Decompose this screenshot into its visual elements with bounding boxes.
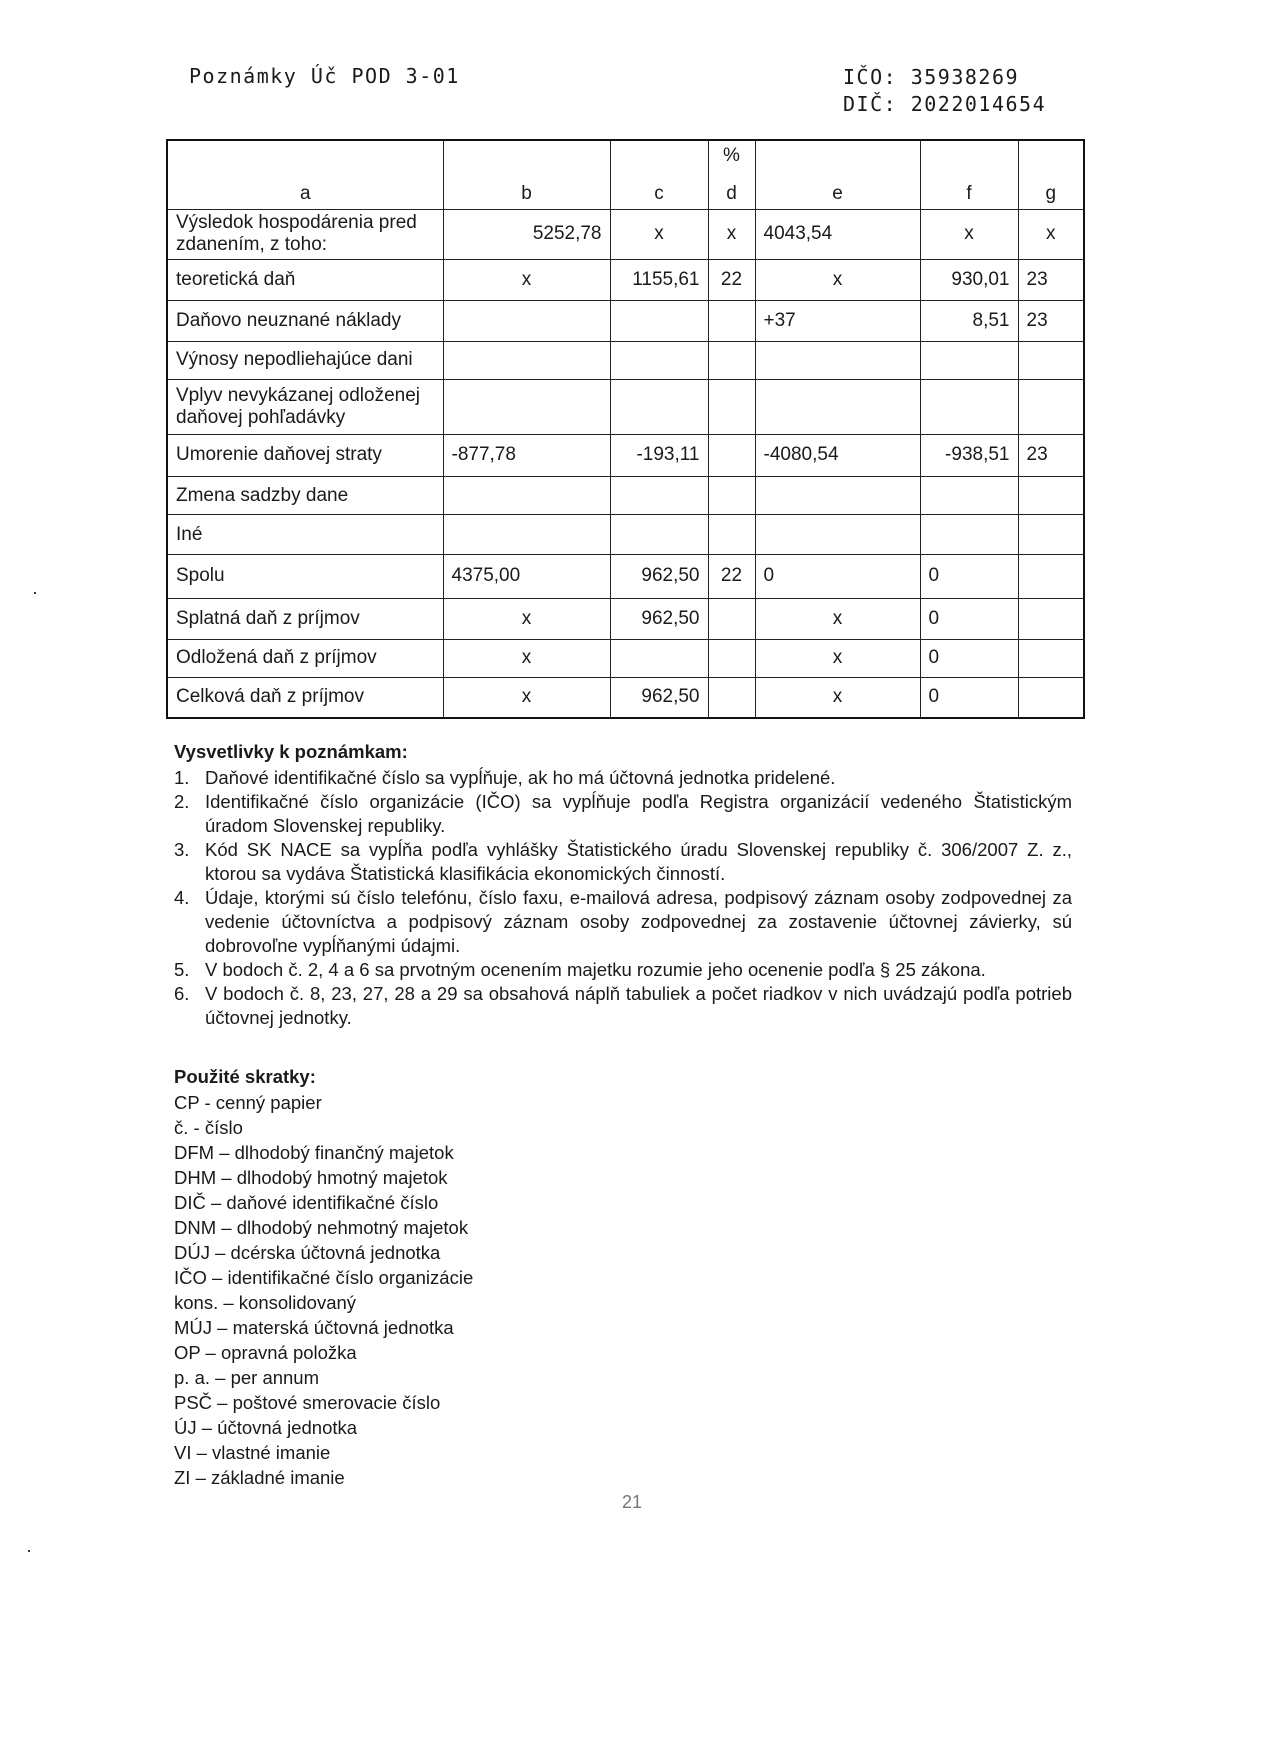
cell-c — [610, 341, 708, 379]
table-row — [167, 599, 1084, 639]
cell-g — [1018, 677, 1084, 718]
cell-f: 0 — [920, 554, 1018, 598]
cell-f — [920, 515, 1018, 554]
cell-b — [443, 379, 610, 434]
cell-c: 1155,61 — [610, 259, 708, 300]
scan-speck — [28, 1550, 30, 1552]
cell-e — [755, 515, 920, 554]
cell-e: x — [755, 639, 920, 677]
cell-g — [1018, 639, 1084, 677]
table-row — [167, 677, 1084, 718]
cell-e — [755, 341, 920, 379]
col-header-f: f — [920, 140, 1018, 210]
cell-e: x — [755, 677, 920, 718]
cell-d — [708, 301, 755, 341]
cell-b: 5252,78 — [443, 210, 610, 260]
cell-d — [708, 434, 755, 476]
cell-e — [755, 476, 920, 514]
cell-c: -193,11 — [610, 434, 708, 476]
abbreviation-item: CP - cenný papier — [174, 1092, 322, 1113]
abbreviations-section — [174, 1064, 473, 1490]
table-row — [167, 515, 1084, 554]
cell-b: 4375,00 — [443, 554, 610, 598]
note-item — [174, 766, 1072, 790]
abbreviation-item: IČO – identifikačné číslo organizácie — [174, 1267, 474, 1288]
abbreviation-item: kons. – konsolidovaný — [174, 1292, 357, 1313]
abbreviation-item: OP – opravná položka — [174, 1342, 357, 1363]
cell-g — [1018, 599, 1084, 639]
cell-e: x — [755, 599, 920, 639]
cell-b — [443, 476, 610, 514]
abbreviation-item: VI – vlastné imanie — [174, 1442, 331, 1463]
col-header-b: b — [443, 140, 610, 210]
table-row — [167, 341, 1084, 379]
row-label: Spolu — [167, 554, 443, 598]
row-label: Zmena sadzby dane — [167, 476, 443, 514]
tax-identifiers — [843, 64, 1046, 118]
note-text: Daňové identifikačné číslo sa vypĺňuje, ak ho má účtovná jednotka pridelené. — [205, 767, 836, 788]
notes-heading: Vysvetlivky k poznámkam: — [174, 741, 408, 762]
cell-g: x — [1018, 210, 1084, 260]
note-item — [174, 790, 1072, 838]
cell-f: 0 — [920, 677, 1018, 718]
cell-f — [920, 476, 1018, 514]
note-number: 5. — [174, 959, 190, 980]
dic-line: DIČ: 2022014654 — [843, 92, 1047, 116]
cell-d — [708, 476, 755, 514]
col-header-g: g — [1018, 140, 1084, 210]
row-label: Celková daň z príjmov — [167, 677, 443, 718]
row-label: Vplyv nevykázanej odloženej daňovej pohľadávky — [167, 379, 443, 434]
cell-g — [1018, 341, 1084, 379]
table-row — [167, 476, 1084, 514]
note-number: 6. — [174, 983, 190, 1004]
note-text: Kód SK NACE sa vypĺňa podľa vyhlášky Štatistického úradu Slovenskej republiky č. 306/2007 Z. z., ktorou sa vydáva Štatistická klasifikácia ekonomických činností. — [205, 839, 1072, 884]
abbreviation-item: ÚJ – účtovná jednotka — [174, 1417, 358, 1438]
note-item — [174, 886, 1072, 958]
table-row — [167, 210, 1084, 260]
cell-d: 22 — [708, 259, 755, 300]
col-header-c: c — [610, 140, 708, 210]
cell-d — [708, 677, 755, 718]
note-text: Údaje, ktorými sú číslo telefónu, číslo faxu, e-mailová adresa, podpisový záznam osoby zodpovednej za vedenie účtovníctva a podpisový záznam osoby zodpovednej za zostavenie účtovnej závierky, sú dobrovoľne vypĺňanými údajmi. — [205, 887, 1072, 956]
row-label: Splatná daň z príjmov — [167, 599, 443, 639]
cell-c — [610, 301, 708, 341]
abbreviation-item: DIČ – daňové identifikačné číslo — [174, 1192, 439, 1213]
abbreviation-item: DNM – dlhodobý nehmotný majetok — [174, 1217, 469, 1238]
percent-sign: % — [723, 145, 740, 167]
cell-d — [708, 599, 755, 639]
cell-f: 8,51 — [920, 301, 1018, 341]
table-row — [167, 379, 1084, 434]
cell-e — [755, 379, 920, 434]
note-text: V bodoch č. 2, 4 a 6 sa prvotným ocenením majetku rozumie jeho ocenenie podľa § 25 zákona. — [205, 959, 986, 980]
cell-b — [443, 515, 610, 554]
note-text: Identifikačné číslo organizácie (IČO) sa vypĺňuje podľa Registra organizácií vedeného Štatistickým úradom Slovenskej republiky. — [205, 791, 1072, 836]
explanatory-notes — [174, 740, 1072, 1030]
cell-b: x — [443, 259, 610, 300]
note-number: 4. — [174, 887, 190, 908]
cell-g: 23 — [1018, 434, 1084, 476]
abbreviations-heading: Použité skratky: — [174, 1066, 316, 1087]
cell-b — [443, 341, 610, 379]
note-item — [174, 958, 1072, 982]
col-header-e: e — [755, 140, 920, 210]
col-header-d — [708, 140, 755, 210]
cell-g: 23 — [1018, 301, 1084, 341]
row-label: Umorenie daňovej straty — [167, 434, 443, 476]
cell-g: 23 — [1018, 259, 1084, 300]
row-label: teoretická daň — [167, 259, 443, 300]
ico-line: IČO: 35938269 — [843, 65, 1020, 89]
cell-d: 22 — [708, 554, 755, 598]
cell-c — [610, 639, 708, 677]
cell-g — [1018, 554, 1084, 598]
cell-c: 962,50 — [610, 599, 708, 639]
abbreviation-item: č. - číslo — [174, 1117, 243, 1138]
note-number: 2. — [174, 791, 190, 812]
cell-c — [610, 515, 708, 554]
cell-b — [443, 301, 610, 341]
note-text: V bodoch č. 8, 23, 27, 28 a 29 sa obsahová náplň tabuliek a počet riadkov v nich uvádzajú podľa potrieb účtovnej jednotky. — [205, 983, 1072, 1028]
scan-speck — [34, 592, 36, 594]
table-header-row — [167, 140, 1084, 210]
cell-f: 930,01 — [920, 259, 1018, 300]
row-label: Daňovo neuznané náklady — [167, 301, 443, 341]
cell-b: x — [443, 599, 610, 639]
abbreviation-item: p. a. – per annum — [174, 1367, 320, 1388]
cell-c: 962,50 — [610, 554, 708, 598]
notes-list — [174, 766, 1072, 1030]
cell-e: 4043,54 — [755, 210, 920, 260]
page-number: 21 — [622, 1492, 643, 1512]
abbreviation-item: PSČ – poštové smerovacie číslo — [174, 1392, 441, 1413]
row-label: Výsledok hospodárenia pred zdanením, z toho: — [167, 210, 443, 260]
cell-f: x — [920, 210, 1018, 260]
cell-d — [708, 639, 755, 677]
income-tax-table — [166, 139, 1085, 719]
cell-f — [920, 341, 1018, 379]
cell-f: -938,51 — [920, 434, 1018, 476]
cell-f: 0 — [920, 599, 1018, 639]
note-number: 1. — [174, 767, 190, 788]
table-row — [167, 301, 1084, 341]
row-label: Iné — [167, 515, 443, 554]
abbreviation-item: ZI – základné imanie — [174, 1467, 345, 1488]
table-row — [167, 259, 1084, 300]
cell-b: x — [443, 677, 610, 718]
cell-d — [708, 515, 755, 554]
note-item — [174, 838, 1072, 886]
table-row — [167, 554, 1084, 598]
abbreviation-item: DHM – dlhodobý hmotný majetok — [174, 1167, 448, 1188]
cell-b: x — [443, 639, 610, 677]
abbreviation-item: DÚJ – dcérska účtovná jednotka — [174, 1242, 441, 1263]
row-label: Výnosy nepodliehajúce dani — [167, 341, 443, 379]
cell-e: x — [755, 259, 920, 300]
cell-g — [1018, 379, 1084, 434]
cell-c — [610, 476, 708, 514]
cell-e: +37 — [755, 301, 920, 341]
cell-f: 0 — [920, 639, 1018, 677]
table-row — [167, 434, 1084, 476]
table-row — [167, 639, 1084, 677]
cell-c: x — [610, 210, 708, 260]
note-number: 3. — [174, 839, 190, 860]
cell-e: 0 — [755, 554, 920, 598]
note-item — [174, 982, 1072, 1030]
cell-g — [1018, 515, 1084, 554]
cell-c — [610, 379, 708, 434]
cell-d — [708, 379, 755, 434]
abbreviations-list — [174, 1090, 473, 1490]
cell-c: 962,50 — [610, 677, 708, 718]
col-header-a: a — [167, 140, 443, 210]
cell-g — [1018, 476, 1084, 514]
document-code: Poznámky Úč POD 3-01 — [189, 64, 460, 88]
cell-d — [708, 341, 755, 379]
abbreviation-item: DFM – dlhodobý finančný majetok — [174, 1142, 454, 1163]
abbreviation-item: MÚJ – materská účtovná jednotka — [174, 1317, 454, 1338]
col-header-d-label: d — [726, 183, 737, 205]
cell-b: -877,78 — [443, 434, 610, 476]
cell-f — [920, 379, 1018, 434]
cell-e: -4080,54 — [755, 434, 920, 476]
cell-d: x — [708, 210, 755, 260]
row-label: Odložená daň z príjmov — [167, 639, 443, 677]
